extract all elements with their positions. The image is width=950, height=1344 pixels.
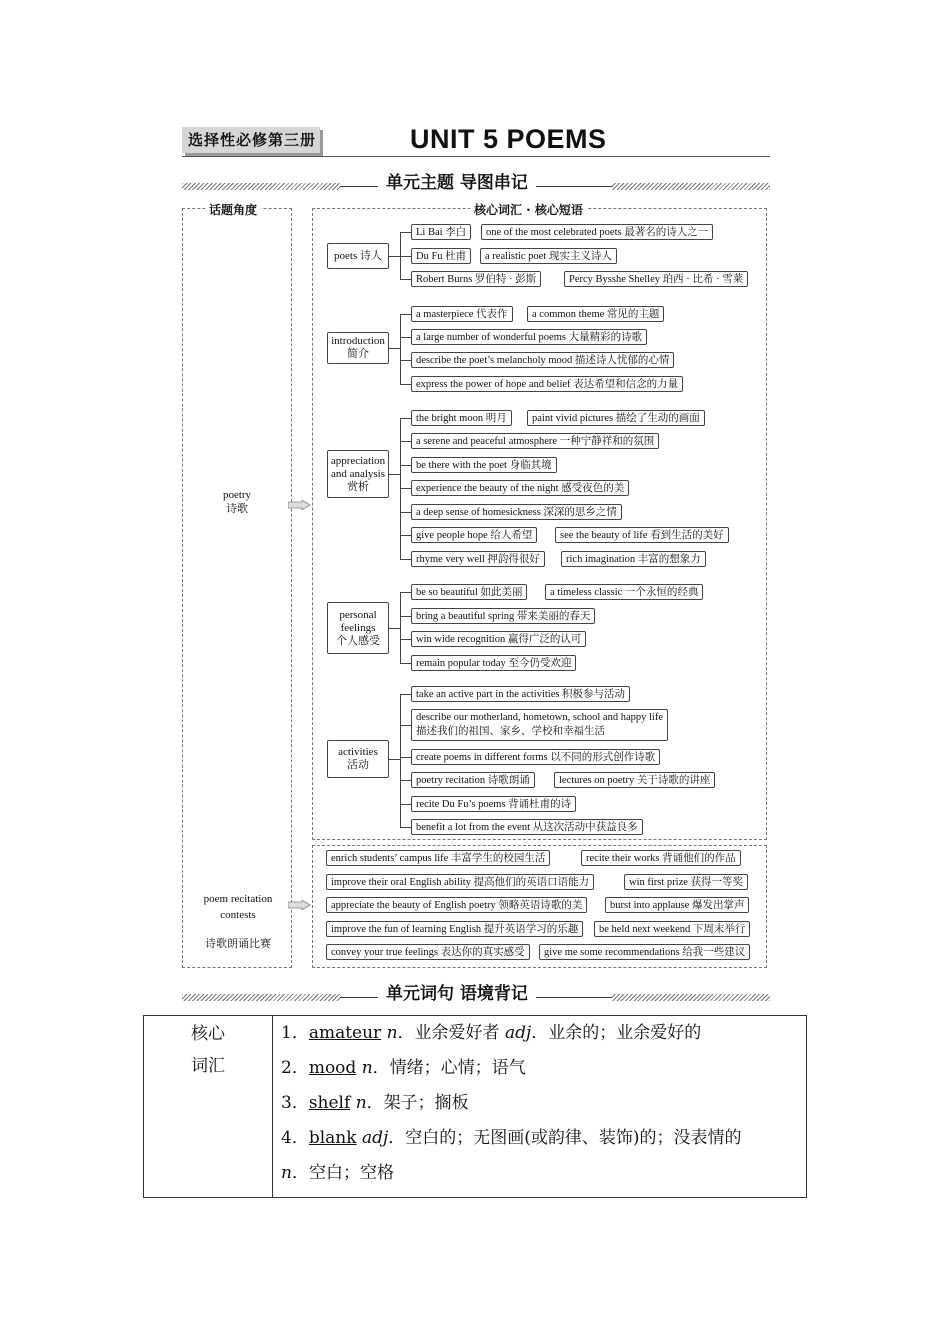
category-appreciation: appreciation and analysis 赏析 — [327, 450, 389, 498]
entry-definition: ．业余爱好者 — [397, 1023, 505, 1043]
connector — [400, 314, 401, 384]
core-vocab-label-2: 词汇 — [191, 1056, 225, 1076]
phrase-box: appreciate the beauty of English poetry 领略英语诗歌的美 — [326, 897, 587, 913]
phrase-box: rhyme very well 押韵得很好 — [411, 551, 545, 567]
phrase-box: experience the beauty of the night 感受夜色的美 — [411, 480, 629, 496]
phrase-box: be held next weekend 下周末举行 — [594, 921, 750, 937]
category-activities: activities 活动 — [327, 740, 389, 778]
phrase-box: Robert Burns 罗伯特 · 彭斯 — [411, 271, 541, 287]
phrase-box: recite Du Fu’s poems 背诵杜甫的诗 — [411, 796, 576, 812]
connector — [400, 827, 411, 828]
phrase-box: Percy Bysshe Shelley 珀西 · 比希 · 雪莱 — [564, 271, 748, 287]
entry-definition: ．业余的；业余爱好的 — [531, 1023, 702, 1043]
phrase-box: a large number of wonderful poems 大量精彩的诗歌 — [411, 329, 647, 345]
book-volume-tag: 选择性必修第三册 — [182, 127, 320, 153]
connector — [389, 474, 400, 475]
phrase-box: describe the poet’s melancholy mood 描述诗人忧郁的心情 — [411, 352, 674, 368]
entry-pos: adj — [504, 1023, 532, 1043]
phrase-box: give me some recommendations 给我一些建议 — [539, 944, 750, 960]
entry-word: amateur — [308, 1023, 382, 1043]
connector — [400, 757, 411, 758]
topic-poetry — [195, 488, 279, 516]
connector — [400, 559, 411, 560]
phrase-box: remain popular today 至今仍受欢迎 — [411, 655, 576, 671]
entry-pos: n — [281, 1163, 292, 1183]
phrase-box: a serene and peaceful atmosphere 一种宁静祥和的氛围 — [411, 433, 659, 449]
vocab-entry — [281, 1051, 798, 1086]
phrase-box: a deep sense of homesickness 深深的思乡之情 — [411, 504, 622, 520]
connector — [400, 804, 411, 805]
section-title-mind-map: 单元主题 导图串记 — [378, 168, 536, 193]
vocab-entry — [281, 1121, 798, 1191]
connector — [400, 488, 411, 489]
arrow-right-icon — [288, 500, 310, 510]
connector — [400, 639, 411, 640]
connector — [400, 232, 411, 233]
connector — [400, 418, 411, 419]
topic-poem-contests — [190, 877, 286, 965]
connector — [389, 628, 400, 629]
phrase-box: a realistic poet 现实主义诗人 — [480, 248, 617, 264]
phrase-box: create poems in different forms 以不同的形式创作诗歌 — [411, 749, 660, 765]
connector — [400, 780, 411, 781]
connector — [400, 384, 411, 385]
phrase-box: win first prize 获得一等奖 — [624, 874, 748, 890]
phrase-box: rich imagination 丰富的想象力 — [561, 551, 706, 567]
entry-number: 1． — [281, 1023, 309, 1043]
connector — [389, 256, 400, 257]
phrase-box: convey your true feelings 表达你的真实感受 — [326, 944, 530, 960]
entry-word: shelf — [308, 1093, 351, 1113]
topic-contests-zh: 诗歌朗诵比赛 — [205, 937, 271, 950]
phrase-box: improve the fun of learning English 提升英语学习的乐趣 — [326, 921, 583, 937]
entry-word: blank — [308, 1128, 357, 1148]
phrase-box: describe our motherland, hometown, school and happy life 描述我们的祖国、家乡、学校和幸福生活 — [411, 709, 668, 741]
entry-number: 4． — [281, 1128, 309, 1148]
phrase-box: burst into applause 爆发出掌声 — [605, 897, 749, 913]
phrase-box: poetry recitation 诗歌朗诵 — [411, 772, 535, 788]
connector — [400, 694, 411, 695]
topic-angle-panel — [182, 208, 292, 968]
phrase-box: win wide recognition 赢得广泛的认可 — [411, 631, 586, 647]
connector — [389, 759, 400, 760]
connector — [400, 725, 411, 726]
phrase-box: bring a beautiful spring 带来美丽的春天 — [411, 608, 595, 624]
topic-poetry-en: poetry — [222, 489, 252, 501]
connector — [400, 592, 401, 663]
entry-definition: ．空白的；无图画(或韵律、装饰)的；没表情的 — [388, 1128, 742, 1148]
core-vocab-entries — [273, 1016, 807, 1198]
entry-number: 2． — [281, 1058, 309, 1078]
core-vocab-label-cell — [144, 1016, 273, 1198]
category-poets: poets 诗人 — [327, 243, 389, 269]
phrase-box: enrich students’ campus life 丰富学生的校园生活 — [326, 850, 550, 866]
entry-definition: ．架子；搁板 — [366, 1093, 469, 1113]
phrase-box: give people hope 给人希望 — [411, 527, 537, 543]
topic-contests-en: poem recitation contests — [203, 893, 273, 921]
category-introduction: introduction 简介 — [327, 332, 389, 364]
category-personal-feelings: personal feelings 个人感受 — [327, 602, 389, 654]
connector — [400, 279, 411, 280]
connector — [400, 592, 411, 593]
topic-poetry-zh: 诗歌 — [226, 502, 248, 515]
entry-pos: n — [386, 1023, 398, 1043]
connector — [400, 535, 411, 536]
phrase-box: be so beautiful 如此美丽 — [411, 584, 527, 600]
entry-word: mood — [308, 1058, 357, 1078]
vocab-entry — [281, 1086, 798, 1121]
vocab-entry — [281, 1016, 798, 1051]
connector — [400, 663, 411, 664]
connector — [400, 465, 411, 466]
connector — [400, 256, 411, 257]
phrase-box: a timeless classic 一个永恒的经典 — [545, 584, 703, 600]
phrase-box: improve their oral English ability 提高他们的英语口语能力 — [326, 874, 594, 890]
phrase-box: Du Fu 杜甫 — [411, 248, 471, 264]
connector — [400, 694, 401, 827]
entry-number: 3． — [281, 1093, 309, 1113]
entry-pos: n — [361, 1058, 373, 1078]
phrase-box: a common theme 常见的主题 — [527, 306, 664, 322]
entry-pos: n — [355, 1093, 367, 1113]
connector — [400, 337, 411, 338]
phrase-box: be there with the poet 身临其境 — [411, 457, 557, 473]
core-vocab-label-1: 核心 — [191, 1024, 225, 1044]
entry-definition: ．情绪；心情；语气 — [372, 1058, 526, 1078]
connector — [400, 314, 411, 315]
topic-angle-label: 话题角度 — [205, 201, 261, 218]
phrase-box: take an active part in the activities 积极参与活动 — [411, 686, 630, 702]
unit-title: UNIT 5 POEMS — [410, 124, 607, 154]
connector — [400, 441, 411, 442]
phrase-box: paint vivid pictures 描绘了生动的画面 — [527, 410, 705, 426]
phrase-box: the bright moon 明月 — [411, 410, 512, 426]
core-vocab-table — [143, 1015, 807, 1198]
section-title-words: 单元词句 语境背记 — [378, 979, 536, 1004]
phrase-box: benefit a lot from the event 从这次活动中获益良多 — [411, 819, 643, 835]
arrow-right-icon — [288, 900, 310, 910]
entry-pos: adj — [361, 1128, 389, 1148]
phrase-box: one of the most celebrated poets 最著名的诗人之一 — [481, 224, 713, 240]
entry-definition: ．空白；空格 — [291, 1163, 394, 1183]
phrase-box: express the power of hope and belief 表达希望和信念的力量 — [411, 376, 683, 392]
phrase-box: Li Bai 李白 — [411, 224, 471, 240]
phrase-box: see the beauty of life 看到生活的美好 — [555, 527, 729, 543]
header-rule — [182, 156, 770, 157]
connector — [400, 512, 411, 513]
phrase-box: recite their works 背诵他们的作品 — [581, 850, 741, 866]
core-vocab-label: 核心词汇 · 核心短语 — [470, 201, 587, 218]
connector — [400, 360, 411, 361]
connector — [389, 348, 400, 349]
phrase-box: lectures on poetry 关于诗歌的讲座 — [554, 772, 715, 788]
connector — [400, 616, 411, 617]
phrase-box: a masterpiece 代表作 — [411, 306, 513, 322]
